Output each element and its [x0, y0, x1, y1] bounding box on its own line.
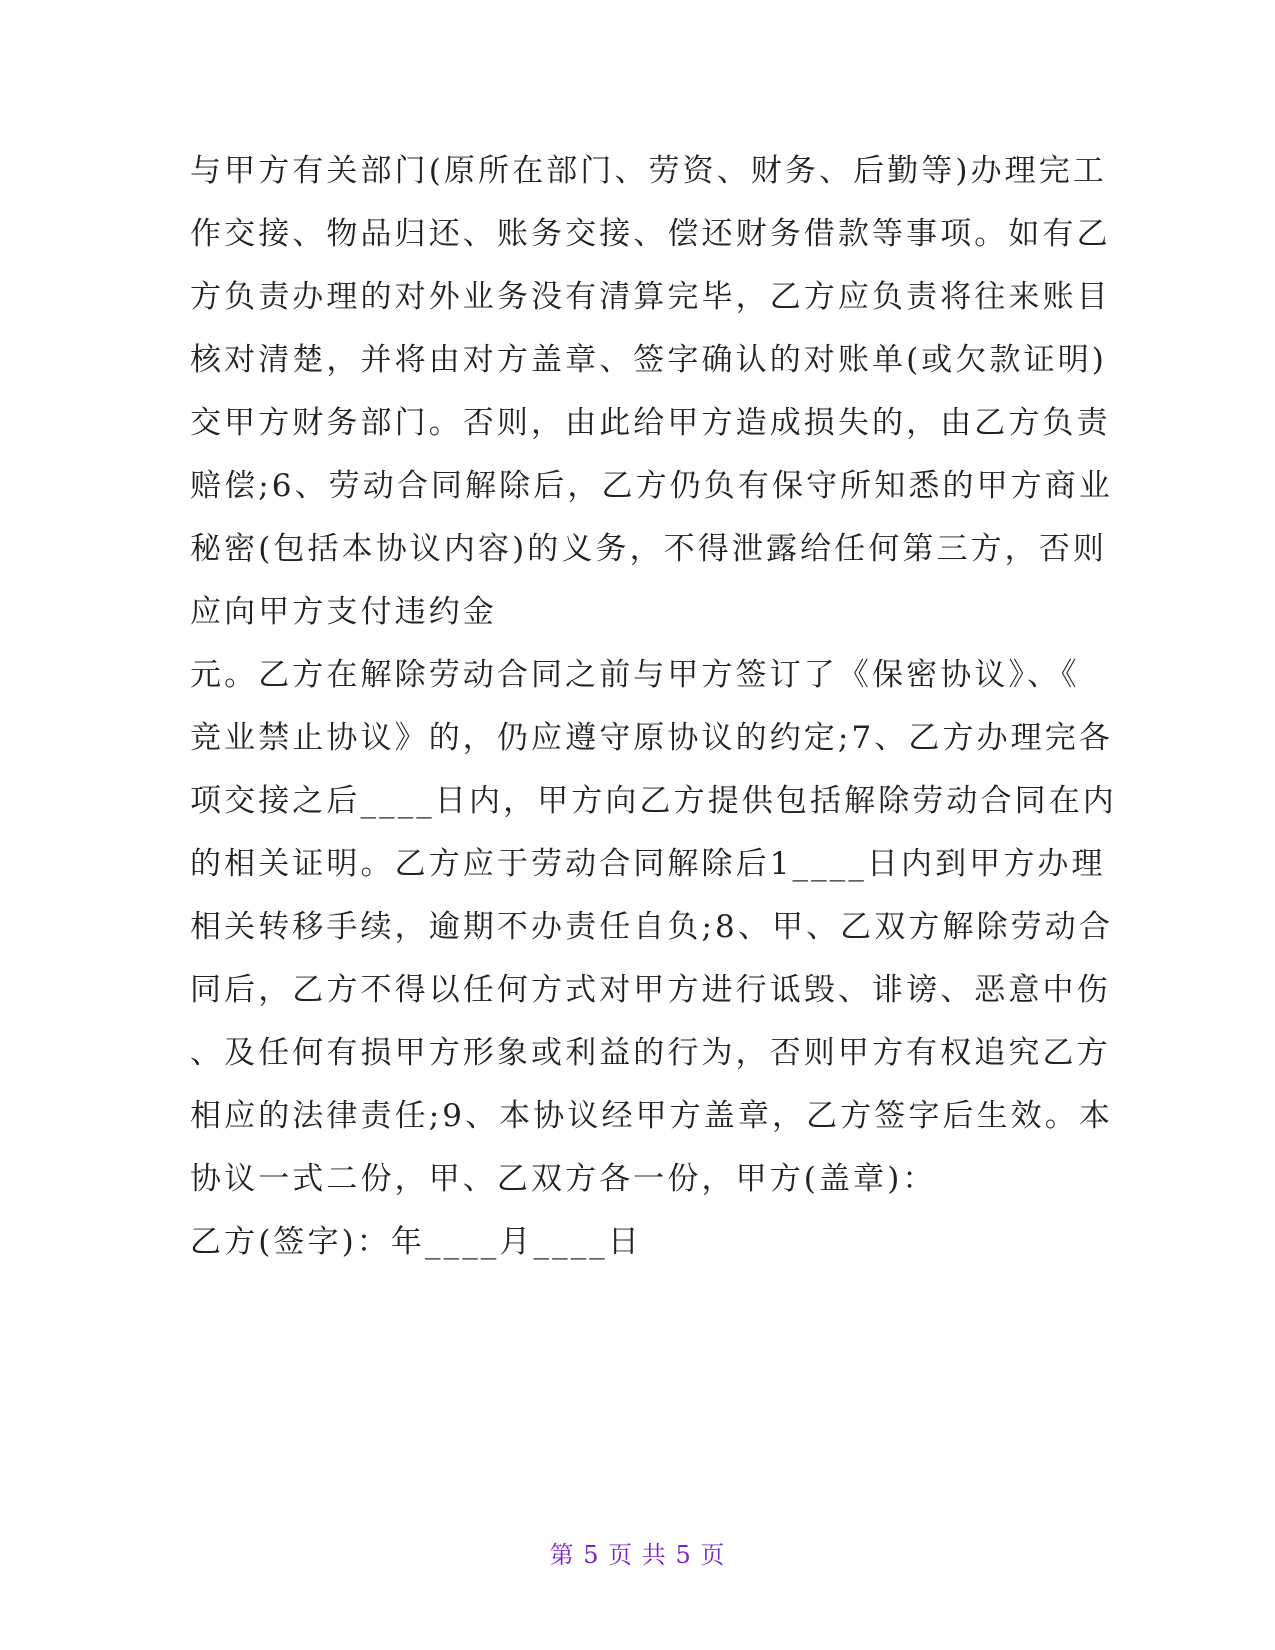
text-line: 交甲方财务部门。否则，由此给甲方造成损失的，由乙方负责: [190, 405, 1111, 441]
text-line: 的相关证明。乙方应于劳动合同解除后1____日内到甲方办理: [190, 846, 1106, 882]
document-body: [190, 140, 1117, 1274]
text-line: 赔偿;6、劳动合同解除后，乙方仍负有保守所知悉的甲方商业: [190, 468, 1113, 504]
text-line: 核对清楚，并将由对方盖章、签字确认的对账单(或欠款证明): [190, 342, 1107, 378]
page-number-footer: 第 5 页 共 5 页: [549, 1541, 726, 1569]
text-line: 秘密(包括本协议内容)的义务，不得泄露给任何第三方，否则: [190, 531, 1107, 567]
text-line: 竞业禁止协议》的，仍应遵守原协议的约定;7、乙方办理完各: [190, 720, 1113, 756]
text-line: 与甲方有关部门(原所在部门、劳资、财务、后勤等)办理完工: [190, 153, 1107, 189]
text-line: 作交接、物品归还、账务交接、偿还财务借款等事项。如有乙: [190, 216, 1111, 252]
text-line: 同后，乙方不得以任何方式对甲方进行诋毁、诽谤、恶意中伤: [190, 972, 1111, 1008]
text-line: 协议一式二份，甲、乙双方各一份，甲方(盖章)：: [190, 1161, 937, 1197]
text-line: 乙方(签字)：年____月____日: [190, 1224, 642, 1260]
text-line: 、及任何有损甲方形象或利益的行为，否则甲方有权追究乙方: [190, 1035, 1111, 1071]
text-line: 项交接之后____日内，甲方向乙方提供包括解除劳动合同在内: [190, 783, 1117, 819]
text-line: 方负责办理的对外业务没有清算完毕，乙方应负责将往来账目: [190, 279, 1111, 315]
text-line: 相应的法律责任;9、本协议经甲方盖章，乙方签字后生效。本: [190, 1098, 1113, 1134]
text-line: 相关转移手续，逾期不办责任自负;8、甲、乙双方解除劳动合: [190, 909, 1113, 945]
text-line: 元。乙方在解除劳动合同之前与甲方签订了《保密协议》、《: [190, 657, 1080, 693]
text-line: 应向甲方支付违约金: [190, 594, 497, 630]
